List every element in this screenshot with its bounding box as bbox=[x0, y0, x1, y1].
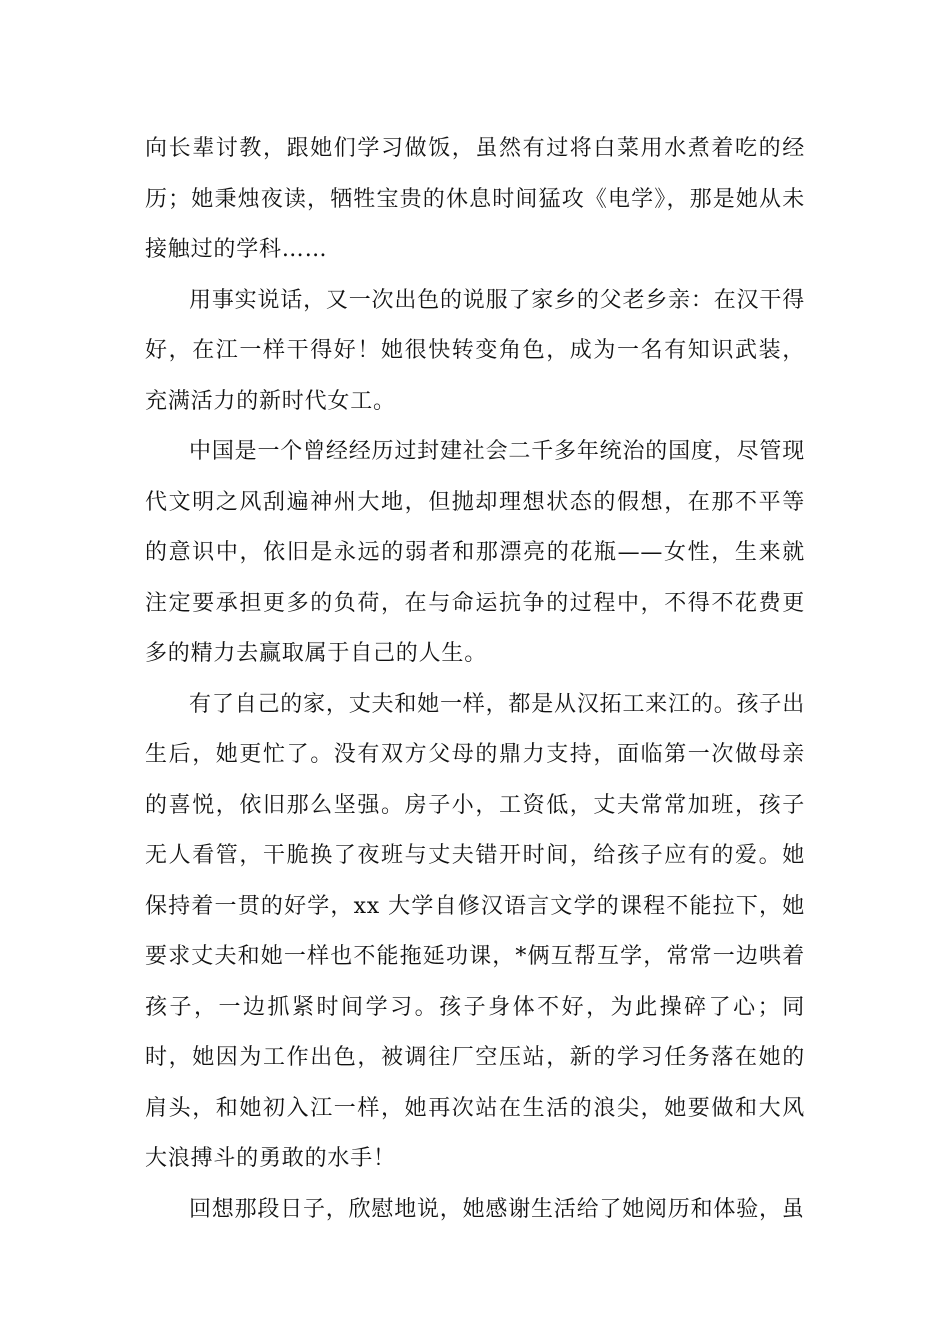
paragraph: 有了自己的家，丈夫和她一样，都是从汉拓工来江的。孩子出生后，她更忙了。没有双方父母的鼎力支持，面临第一次做母亲的喜悦，依旧那么坚强。房子小，工资低，丈夫常常加班，孩子无人看管，干脆换了夜班与丈夫错开时间，给孩子应有的爱。她保持着一贯的好学，xx 大学自修汉语言文学的课程不能拉下，她要求丈夫和她一样也不能拖延功课，*俩互帮互学，常常一边哄着孩子，一边抓紧时间学习。孩子身体不好，为此操碎了心；同时，她因为工作出色，被调往厂空压站，新的学习任务落在她的肩头，和她初入江一样，她再次站在生活的浪尖，她要做和大风大浪搏斗的勇敢的水手！ bbox=[145, 691, 805, 1171]
paragraph: 回想那段日子，欣慰地说，她感谢生活给了她阅历和体验，虽 bbox=[189, 1196, 805, 1222]
body-text bbox=[145, 124, 805, 1235]
paragraph: 中国是一个曾经经历过封建社会二千多年统治的国度，尽管现代文明之风刮遍神州大地，但抛却理想状态的假想，在那不平等的意识中，依旧是永远的弱者和那漂亮的花瓶——女性，生来就注定要承担更多的负荷，在与命运抗争的过程中，不得不花费更多的精力去赢取属于自己的人生。 bbox=[145, 439, 805, 666]
paragraph: 向长辈讨教，跟她们学习做饭，虽然有过将白菜用水煮着吃的经历；她秉烛夜读，牺牲宝贵的休息时间猛攻《电学》，那是她从未接触过的学科…… bbox=[145, 136, 805, 262]
paragraph: 用事实说话，又一次出色的说服了家乡的父老乡亲：在汉干得好，在江一样干得好！她很快转变角色，成为一名有知识武装，充满活力的新时代女工。 bbox=[145, 287, 805, 414]
